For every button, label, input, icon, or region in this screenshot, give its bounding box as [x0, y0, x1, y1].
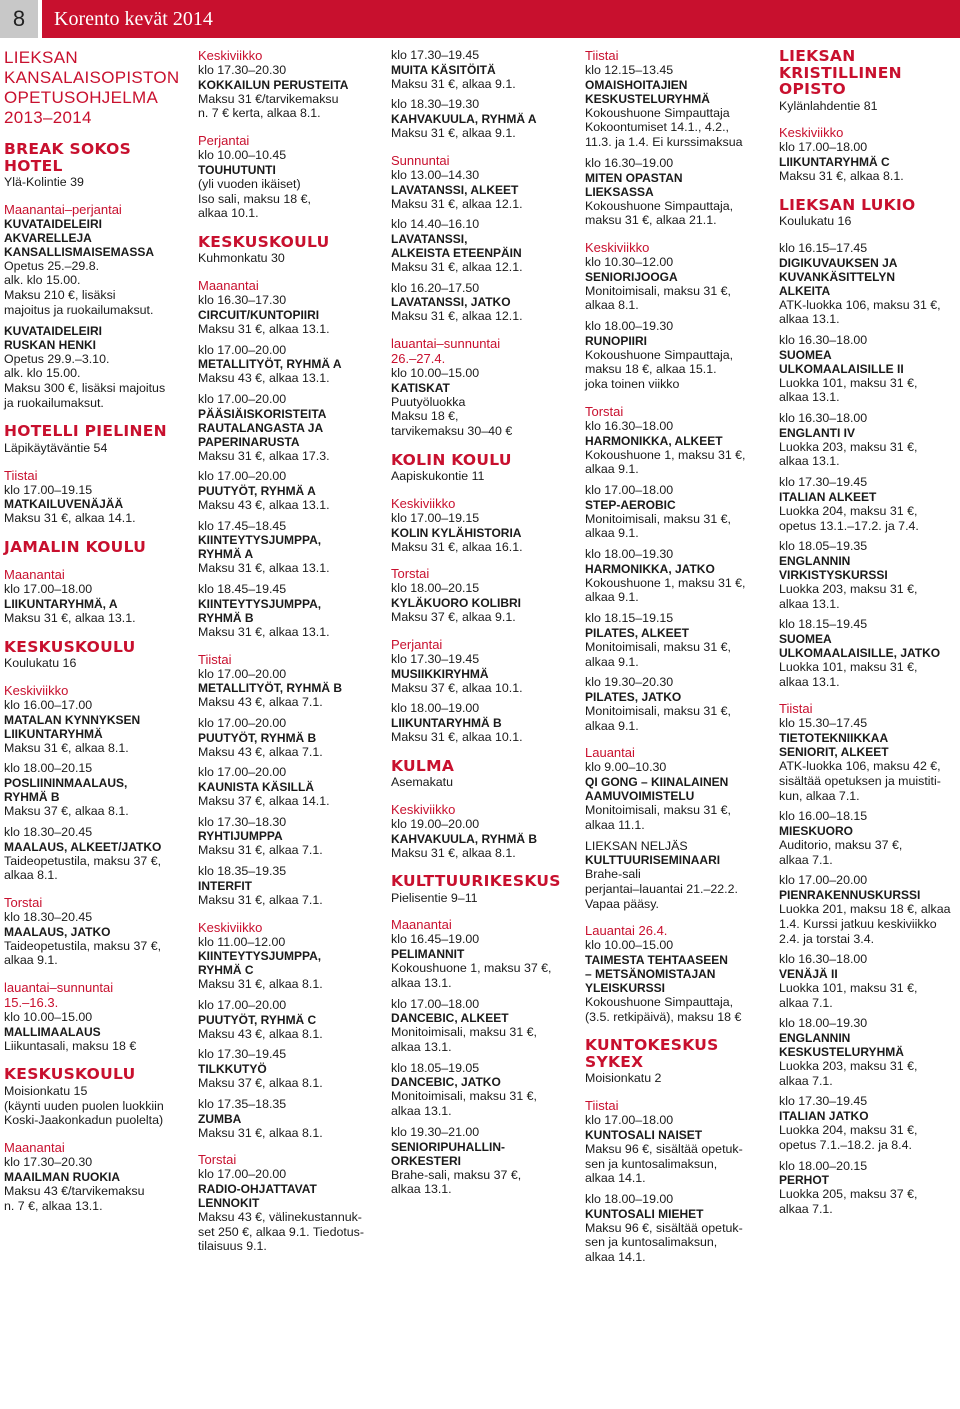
venue-address: Kylänlahdentie 81 [779, 98, 878, 113]
course-details: Kokoushuone 1, maksu 37 €, alkaa 13.1. [391, 961, 552, 990]
day-label: Perjantai [198, 133, 250, 149]
time-label: klo 18.30–19.30 [391, 97, 480, 112]
time-label: klo 17.45–18.45 [198, 518, 287, 533]
time-label: klo 14.40–16.10 [391, 217, 480, 232]
time-label: klo 17.00–20.00 [198, 998, 287, 1012]
course-name: LAVATANSSI, ALKEET [391, 182, 519, 197]
venue-address: Koulukatu 16 [4, 656, 77, 671]
time-label: klo 18.05–19.35 [779, 539, 868, 554]
venue-heading: KULTTUURIKESKUS [391, 872, 561, 891]
course-name: INTERFIT [198, 878, 252, 893]
column-2 [198, 48, 376, 1254]
time-label: klo 10.00–15.00 [4, 1010, 93, 1025]
venue-heading: KUNTOKESKUS SYKEX [585, 1036, 719, 1071]
course-name: MITEN OPASTAN LIEKSASSA [585, 170, 683, 199]
publication-title: Korento kevät 2014 [54, 8, 213, 30]
time-label: klo 16.30–19.00 [585, 155, 674, 170]
venue-heading: LIEKSAN KRISTILLINEN OPISTO [779, 47, 902, 98]
course-name: PIENRAKENNUSKURSSI [779, 888, 921, 903]
venue-heading: LIEKSAN LUKIO [779, 195, 916, 214]
course-name: MUSIIKKIRYHMÄ [391, 666, 489, 681]
course-name: LAVATANSSI, ALKEISTA ETEENPÄIN [391, 231, 522, 260]
venue-address: Moisionkatu 2 [585, 1071, 662, 1086]
course-details: Maksu 31 €, alkaa 9.1. [391, 126, 516, 141]
time-label: klo 12.15–13.45 [585, 63, 674, 77]
course-details: Maksu 31 €, alkaa 8.1. [198, 977, 323, 992]
course-details: Kokoushuone Simpauttaja, maksu 18 €, alkaa 15.1. joka toinen viikko [585, 347, 734, 392]
course-name: KULTTUURISEMINAARI [585, 853, 721, 868]
course-details: Kokoushuone Simpauttaja, maksu 31 €, alkaa 21.1. [585, 198, 734, 228]
time-label: klo 17.30–19.45 [779, 475, 868, 490]
course-details: Maksu 31 €, alkaa 13.1. [4, 611, 136, 626]
course-name: DIGIKUVAUKSEN JA KUVANKÄSITTELYN ALKEITA [779, 255, 898, 298]
course-details: Maksu 31 €, alkaa 7.1. [198, 843, 323, 858]
day-label: Lauantai [585, 745, 635, 761]
time-label: klo 18.00–19.00 [391, 701, 480, 716]
time-label: klo 16.00–18.15 [779, 809, 868, 824]
course-name: SENIORIPUHALLIN- ORKESTERI [391, 1139, 505, 1168]
course-name: RYHTIJUMPPA [198, 829, 283, 844]
time-label: klo 17.30–19.45 [391, 48, 480, 62]
venue-heading: KESKUSKOULU [4, 637, 136, 656]
course-details: Kokoushuone Simpauttaja Kokoontumiset 14.1., 4.2., 11.3. ja 1.4. Ei kurssimaksua [585, 105, 743, 150]
time-label: klo 16.30–18.00 [585, 418, 674, 433]
course-name: TOUHUTUNTI [198, 162, 276, 177]
venue-address: Kuhmonkatu 30 [198, 251, 285, 266]
time-label: klo 18.00–19.30 [585, 547, 674, 562]
day-label: Maanantai–perjantai [4, 201, 122, 217]
course-details: Luokka 205, maksu 37 €, alkaa 7.1. [779, 1187, 918, 1216]
course-details: Luokka 101, maksu 31 €, alkaa 13.1. [779, 660, 918, 689]
column-4 [585, 48, 763, 1265]
course-details: Monitoimisali, maksu 31 €, alkaa 9.1. [585, 703, 731, 733]
course-name: MATKAILUVENÄJÄÄ [4, 497, 124, 512]
course-name: KAUNISTA KÄSILLÄ [198, 780, 314, 795]
venue-address: Pielisentie 9–11 [391, 890, 478, 905]
time-label: klo 17.00–18.00 [585, 482, 674, 497]
time-label: klo 17.35–18.35 [198, 1096, 287, 1111]
course-name: METALLITYÖT, RYHMÄ B [198, 681, 342, 696]
time-label: klo 17.00–20.00 [198, 765, 287, 780]
time-label: klo 10.00–10.45 [198, 148, 287, 163]
time-label: klo 18.45–19.45 [198, 582, 287, 597]
course-details: Puutyöluokka Maksu 18 €, tarvikemaksu 30–40 € [391, 394, 513, 439]
course-name: PERHOT [779, 1173, 830, 1188]
time-label: klo 16.20–17.50 [391, 280, 480, 295]
day-label: Sunnuntai [391, 152, 450, 168]
venue-address: Läpikäytäväntie 54 [4, 440, 108, 455]
course-name: CIRCUIT/KUNTOPIIRI [198, 307, 320, 322]
course-details: Maksu 31 €, alkaa 9.1. [391, 76, 516, 91]
course-details: Maksu 43 €, alkaa 13.1. [198, 371, 330, 386]
course-name: DANCEBIC, ALKEET [391, 1011, 509, 1026]
course-details: Maksu 31 €, alkaa 8.1. [779, 168, 904, 183]
time-label: klo 16.30–18.00 [779, 332, 868, 347]
course-details: Brahe-sali, maksu 37 €, alkaa 13.1. [391, 1167, 522, 1197]
venue-heading: KULMA [391, 756, 455, 775]
day-label: Keskiviikko [585, 239, 650, 255]
course-details: Taideopetustila, maksu 37 €, alkaa 9.1. [4, 938, 162, 968]
course-details: Auditorio, maksu 37 €, alkaa 7.1. [779, 837, 903, 867]
course-name: HARMONIKKA, ALKEET [585, 433, 723, 448]
day-label: Tiistai [585, 48, 619, 63]
course-details: Maksu 31 €, alkaa 8.1. [391, 845, 516, 860]
course-name: ITALIAN ALKEET [779, 489, 877, 504]
course-name: KUNTOSALI MIEHET [585, 1206, 704, 1221]
course-details: Maksu 31 €, alkaa 14.1. [4, 511, 136, 526]
time-label: klo 10.00–15.00 [391, 366, 480, 381]
section-heading: LIEKSAN KANSALAISOPISTON OPETUSOHJELMA 2013–2014 [4, 48, 180, 127]
course-name: ENGLANTI IV [779, 425, 856, 440]
course-details: Maksu 96 €, sisältää opetuk- sen ja kuntosalimaksun, alkaa 14.1. [585, 1141, 743, 1186]
course-name: POSLIININMAALAUS, RYHMÄ B [4, 776, 128, 805]
column-1 [4, 48, 180, 1213]
time-label: klo 16.30–18.00 [779, 952, 868, 967]
course-name: MATALAN KYNNYKSEN LIIKUNTARYHMÄ [4, 712, 141, 741]
time-label: klo 18.15–19.15 [585, 611, 674, 626]
course-name: KYLÄKUORO KOLIBRI [391, 596, 521, 611]
day-label: Tiistai [779, 701, 813, 717]
time-label: klo 17.00–20.00 [198, 469, 287, 484]
course-details: Maksu 31 €, alkaa 17.3. [198, 448, 330, 463]
day-label: Tiistai [4, 467, 38, 483]
spacer [779, 229, 957, 235]
time-label: klo 17.00–19.15 [4, 482, 93, 497]
course-name: LIIKUNTARYHMÄ, A [4, 597, 118, 612]
day-label: Keskiviikko [391, 801, 456, 817]
course-details: Monitoimisali, maksu 31 €, alkaa 11.1. [585, 803, 731, 832]
time-label: klo 17.00–18.00 [779, 140, 868, 155]
course-name: RADIO-OHJATTAVAT LENNOKIT [198, 1181, 317, 1210]
day-label: Maanantai [4, 1140, 65, 1156]
page-number: 8 [0, 0, 38, 38]
day-label: Keskiviikko [391, 496, 456, 512]
time-label: klo 17.00–20.00 [198, 666, 287, 681]
time-label: klo 15.30–17.45 [779, 716, 868, 731]
course-name: ITALIAN JATKO [779, 1109, 869, 1124]
venue-heading: KESKUSKOULU [198, 232, 330, 251]
time-label: klo 18.30–20.45 [4, 824, 93, 839]
course-details: Maksu 31 €, alkaa 7.1. [198, 892, 323, 907]
course-name: TILKKUTYÖ [198, 1062, 267, 1077]
course-name: PUUTYÖT, RYHMÄ B [198, 730, 317, 745]
time-label: klo 17.00–18.00 [585, 1113, 674, 1128]
course-name: KUNTOSALI NAISET [585, 1127, 703, 1142]
venue-heading: KESKUSKOULU [4, 1065, 136, 1084]
course-name: ENGLANNIN VIRKISTYSKURSSI [779, 553, 888, 582]
course-details: Monitoimisali, maksu 31 €, alkaa 8.1. [585, 283, 731, 313]
day-label: Maanantai [198, 278, 259, 294]
day-label: Keskiviikko [198, 919, 263, 935]
time-label: klo 18.15–19.45 [779, 617, 868, 632]
course-details: Maksu 43 €, alkaa 7.1. [198, 744, 323, 759]
course-name: TAIMESTA TEHTAASEEN – METSÄNOMISTAJAN YLEISKURSSI [585, 953, 728, 996]
time-label: klo 16.15–17.45 [779, 240, 868, 255]
time-label: klo 18.35–19.35 [198, 864, 287, 879]
time-label: klo 18.00–20.15 [391, 581, 480, 596]
course-details: Opetus 25.–29.8. alk. klo 15.00. Maksu 210 €, lisäksi majoitus ja ruokailumaksut. [4, 258, 154, 317]
course-details: Luokka 203, maksu 31 €, alkaa 7.1. [779, 1059, 918, 1088]
day-label: Torstai [391, 566, 430, 582]
time-label: klo 17.00–20.00 [198, 391, 287, 406]
course-name: PILATES, ALKEET [585, 625, 690, 640]
course-details: Maksu 37 €, alkaa 10.1. [391, 680, 523, 695]
course-details: Maksu 37 €, alkaa 9.1. [391, 610, 516, 625]
course-name: HARMONIKKA, JATKO [585, 561, 715, 576]
course-details: Luokka 204, maksu 31 €, opetus 13.1.–17.2. ja 7.4. [779, 503, 919, 533]
day-label: Keskiviikko [779, 125, 844, 141]
course-name: LAVATANSSI, JATKO [391, 295, 511, 310]
time-label: klo 17.30–19.45 [779, 1094, 868, 1109]
time-label: klo 18.00–19.30 [585, 319, 674, 334]
time-label: klo 18.00–20.15 [779, 1158, 868, 1173]
course-details: Maksu 31 €/tarvikemaksu n. 7 € kerta, alkaa 8.1. [198, 91, 339, 121]
venue-address: Koulukatu 16 [779, 214, 852, 229]
venue-heading: BREAK SOKOS HOTEL [4, 140, 132, 175]
course-name: MAAILMAN RUOKIA [4, 1169, 120, 1184]
course-name: METALLITYÖT, RYHMÄ A [198, 357, 342, 372]
time-label: klo 17.00–18.00 [4, 582, 93, 597]
course-details: Maksu 43 €, alkaa 8.1. [198, 1026, 323, 1041]
time-label: klo 17.00–20.00 [779, 873, 868, 888]
course-details: Maksu 31 €, alkaa 13.1. [198, 321, 330, 336]
course-name: VENÄJÄ II [779, 966, 838, 981]
venue-heading: HOTELLI PIELINEN [4, 422, 167, 441]
column-5 [779, 48, 957, 1217]
time-label: klo 10.30–12.00 [585, 254, 674, 269]
course-name: SUOMEA ULKOMAALAISILLE II [779, 347, 904, 376]
course-name: KOLIN KYLÄHISTORIA [391, 525, 522, 540]
course-details: Maksu 31 €, alkaa 12.1. [391, 196, 523, 211]
course-details: Monitoimisali, maksu 31 €, alkaa 13.1. [391, 1089, 537, 1119]
time-label: klo 17.30–19.45 [391, 651, 480, 666]
course-name: LIIKUNTARYHMÄ C [779, 154, 890, 169]
course-details: Maksu 37 €, alkaa 14.1. [198, 794, 330, 809]
course-details: Monitoimisali, maksu 31 €, alkaa 9.1. [585, 639, 731, 669]
course-details: Liikuntasali, maksu 18 € [4, 1038, 137, 1053]
course-name: ZUMBA [198, 1111, 242, 1126]
time-label: klo 16.00–17.00 [4, 698, 93, 713]
course-details: Opetus 29.9.–3.10. alk. klo 15.00. Maksu 300 €, lisäksi majoitus ja ruokailumaksut. [4, 351, 166, 410]
day-label: Maanantai [4, 567, 65, 583]
course-name: MAALAUS, ALKEET/JATKO [4, 839, 162, 854]
course-details: Maksu 31 €, alkaa 12.1. [391, 309, 523, 324]
page-header [0, 0, 960, 38]
course-details: Brahe-sali perjantai–lauantai 21.–22.2. Vapaa pääsy. [585, 867, 738, 911]
course-name: KUVATAIDELEIRI RUSKAN HENKI [4, 323, 102, 352]
course-name: SENIORIJOOGA [585, 269, 678, 284]
time-label: klo 17.00–19.15 [391, 511, 480, 526]
time-label: klo 16.45–19.00 [391, 932, 480, 947]
day-label: Maanantai [391, 917, 452, 933]
venue-heading: JAMALIN KOULU [4, 537, 147, 556]
course-name: MALLIMAALAUS [4, 1024, 101, 1039]
course-details: Maksu 31 €, alkaa 16.1. [391, 539, 523, 554]
course-details: Luokka 203, maksu 31 €, alkaa 13.1. [779, 581, 918, 611]
course-details: Luokka 201, maksu 18 €, alkaa 1.4. Kurssi jatkuu keskiviikko 2.4. ja torstai 3.4. [779, 902, 951, 946]
course-details: Maksu 43 €/tarvikemaksu n. 7 €, alkaa 13.1. [4, 1183, 145, 1213]
day-label: Torstai [4, 894, 43, 910]
course-name: PELIMANNIT [391, 947, 465, 962]
course-name: PUUTYÖT, RYHMÄ C [198, 1012, 317, 1027]
course-details: Maksu 96 €, sisältää opetuk- sen ja kuntosalimaksun, alkaa 14.1. [585, 1220, 743, 1265]
time-label: klo 9.00–10.30 [585, 760, 667, 775]
course-details: Maksu 37 €, alkaa 8.1. [4, 804, 129, 819]
time-label: klo 17.00–20.00 [198, 1167, 287, 1182]
venue-address: Asemakatu [391, 775, 453, 790]
course-details: Luokka 204, maksu 31 €, opetus 7.1.–18.2. ja 8.4. [779, 1123, 918, 1152]
time-label: klo 11.00–12.00 [198, 934, 286, 949]
course-details: Luokka 101, maksu 31 €, alkaa 13.1. [779, 375, 918, 405]
time-label: klo 17.00–20.00 [198, 715, 287, 730]
course-name: KIINTEYTYSJUMPPA, RYHMÄ B [198, 596, 322, 625]
day-label: Tiistai [585, 1098, 619, 1114]
time-label: klo 17.00–18.00 [391, 996, 480, 1011]
course-name: KOKKAILUN PERUSTEITA [198, 77, 349, 92]
course-details: Maksu 31 €, alkaa 8.1. [198, 1125, 323, 1140]
course-name: MAALAUS, JATKO [4, 924, 111, 939]
course-name: STEP-AEROBIC [585, 497, 676, 512]
time-label: klo 18.00–19.30 [779, 1016, 868, 1031]
course-details: Maksu 31 €, alkaa 12.1. [391, 259, 523, 274]
course-name: RUNOPIIRI [585, 333, 648, 348]
course-name: PÄÄSIÄISKORISTEITA RAUTALANGASTA JA PAPERINARUSTA [198, 406, 327, 449]
time-label: klo 19.30–21.00 [391, 1124, 480, 1139]
course-details: Maksu 31 €, alkaa 13.1. [198, 561, 330, 576]
course-name: PUUTYÖT, RYHMÄ A [198, 484, 316, 499]
course-details: Taideopetustila, maksu 37 €, alkaa 8.1. [4, 853, 162, 883]
course-details: Kokoushuone 1, maksu 31 €, alkaa 9.1. [585, 447, 746, 477]
time-label: klo 18.05–19.05 [391, 1060, 480, 1075]
time-label: klo 16.30–17.30 [198, 293, 287, 308]
day-label: Tiistai [198, 651, 232, 667]
course-details: Maksu 43 €, välinekustannuk- set 250 €, alkaa 9.1. Tiedotus- tilaisuus 9.1. [198, 1209, 365, 1254]
day-label: lauantai–sunnuntai 15.–16.3. [4, 980, 114, 1011]
course-name: DANCEBIC, JATKO [391, 1075, 501, 1090]
day-label: lauantai–sunnuntai 26.–27.4. [391, 336, 501, 367]
day-label: Torstai [585, 403, 624, 419]
course-details: Maksu 37 €, alkaa 8.1. [198, 1076, 323, 1091]
course-details: Maksu 31 €, alkaa 13.1. [198, 624, 330, 639]
course-name: SUOMEA ULKOMAALAISILLE, JATKO [779, 632, 941, 661]
course-name: KAHVAKUULA, RYHMÄ A [391, 112, 537, 127]
time-label: klo 18.30–20.45 [4, 909, 93, 924]
course-details: Luokka 203, maksu 31 €, alkaa 13.1. [779, 439, 918, 469]
course-details: Monitoimisali, maksu 31 €, alkaa 13.1. [391, 1025, 537, 1054]
day-label: Keskiviikko [198, 48, 263, 63]
venue-address: Moisionkatu 15 (käynti uuden puolen luokkiin Koski-Jaakonkadun puolelta) [4, 1083, 164, 1128]
time-label: klo 18.00–20.15 [4, 761, 93, 776]
day-label: Keskiviikko [4, 683, 69, 699]
course-name: OMAISHOITAJIEN KESKUSTELURYHMÄ [585, 77, 710, 106]
time-label: LIEKSAN NELJÄS [585, 838, 688, 853]
venue-address: Aapiskukontie 11 [391, 469, 485, 484]
course-details: (yli vuoden ikäiset) Iso sali, maksu 18 €, alkaa 10.1. [198, 176, 311, 221]
course-details: ATK-luokka 106, maksu 42 €, sisältää opetuksen ja muistiti- kun, alkaa 7.1. [779, 759, 941, 803]
course-name: TIETOTEKNIIKKAA SENIORIT, ALKEET [779, 731, 889, 760]
venue-heading: KOLIN KOULU [391, 450, 512, 469]
course-details: Maksu 31 €, alkaa 10.1. [391, 729, 523, 744]
course-details: Kokoushuone Simpauttaja, (3.5. retkipäivä), maksu 18 € [585, 995, 742, 1024]
column-3 [391, 48, 569, 1197]
time-label: klo 10.00–15.00 [585, 938, 674, 953]
course-details: Maksu 31 €, alkaa 8.1. [4, 740, 129, 755]
day-label: Perjantai [391, 636, 443, 652]
course-name: KUVATAIDELEIRI AKVARELLEJA KANSALLISMAISEMASSA [4, 216, 155, 259]
course-details: Maksu 43 €, alkaa 7.1. [198, 695, 323, 710]
time-label: klo 17.30–20.30 [198, 63, 287, 77]
time-label: klo 13.00–14.30 [391, 167, 480, 182]
course-details: Kokoushuone 1, maksu 31 €, alkaa 9.1. [585, 575, 746, 605]
course-details: Maksu 43 €, alkaa 13.1. [198, 498, 330, 513]
time-label: klo 17.00–20.00 [198, 342, 287, 357]
time-label: klo 17.30–19.45 [198, 1047, 287, 1062]
course-name: ENGLANNIN KESKUSTELURYHMÄ [779, 1031, 904, 1060]
course-details: Monitoimisali, maksu 31 €, alkaa 9.1. [585, 511, 731, 541]
course-name: PILATES, JATKO [585, 689, 682, 704]
time-label: klo 19.00–20.00 [391, 816, 480, 831]
course-details: Luokka 101, maksu 31 €, alkaa 7.1. [779, 980, 918, 1010]
time-label: klo 18.00–19.00 [585, 1191, 674, 1206]
time-label: klo 17.30–18.30 [198, 814, 287, 829]
course-name: KATISKAT [391, 380, 450, 395]
time-label: klo 17.30–20.30 [4, 1155, 93, 1170]
course-name: QI GONG – KIINALAINEN AAMUVOIMISTELU [585, 775, 729, 804]
course-name: KIINTEYTYSJUMPPA, RYHMÄ C [198, 949, 322, 978]
course-details: ATK-luokka 106, maksu 31 €, alkaa 13.1. [779, 297, 941, 327]
day-label: Torstai [198, 1152, 237, 1168]
day-label: Lauantai 26.4. [585, 923, 668, 939]
course-name: MUITA KÄSITÖITÄ [391, 62, 496, 77]
course-name: KIINTEYTYSJUMPPA, RYHMÄ A [198, 533, 322, 562]
course-name: LIIKUNTARYHMÄ B [391, 715, 502, 730]
venue-address: Ylä-Kolintie 39 [4, 175, 84, 189]
time-label: klo 19.30–20.30 [585, 675, 674, 690]
course-name: KAHVAKUULA, RYHMÄ B [391, 831, 537, 846]
course-name: MIESKUORO [779, 823, 854, 838]
time-label: klo 16.30–18.00 [779, 411, 868, 426]
